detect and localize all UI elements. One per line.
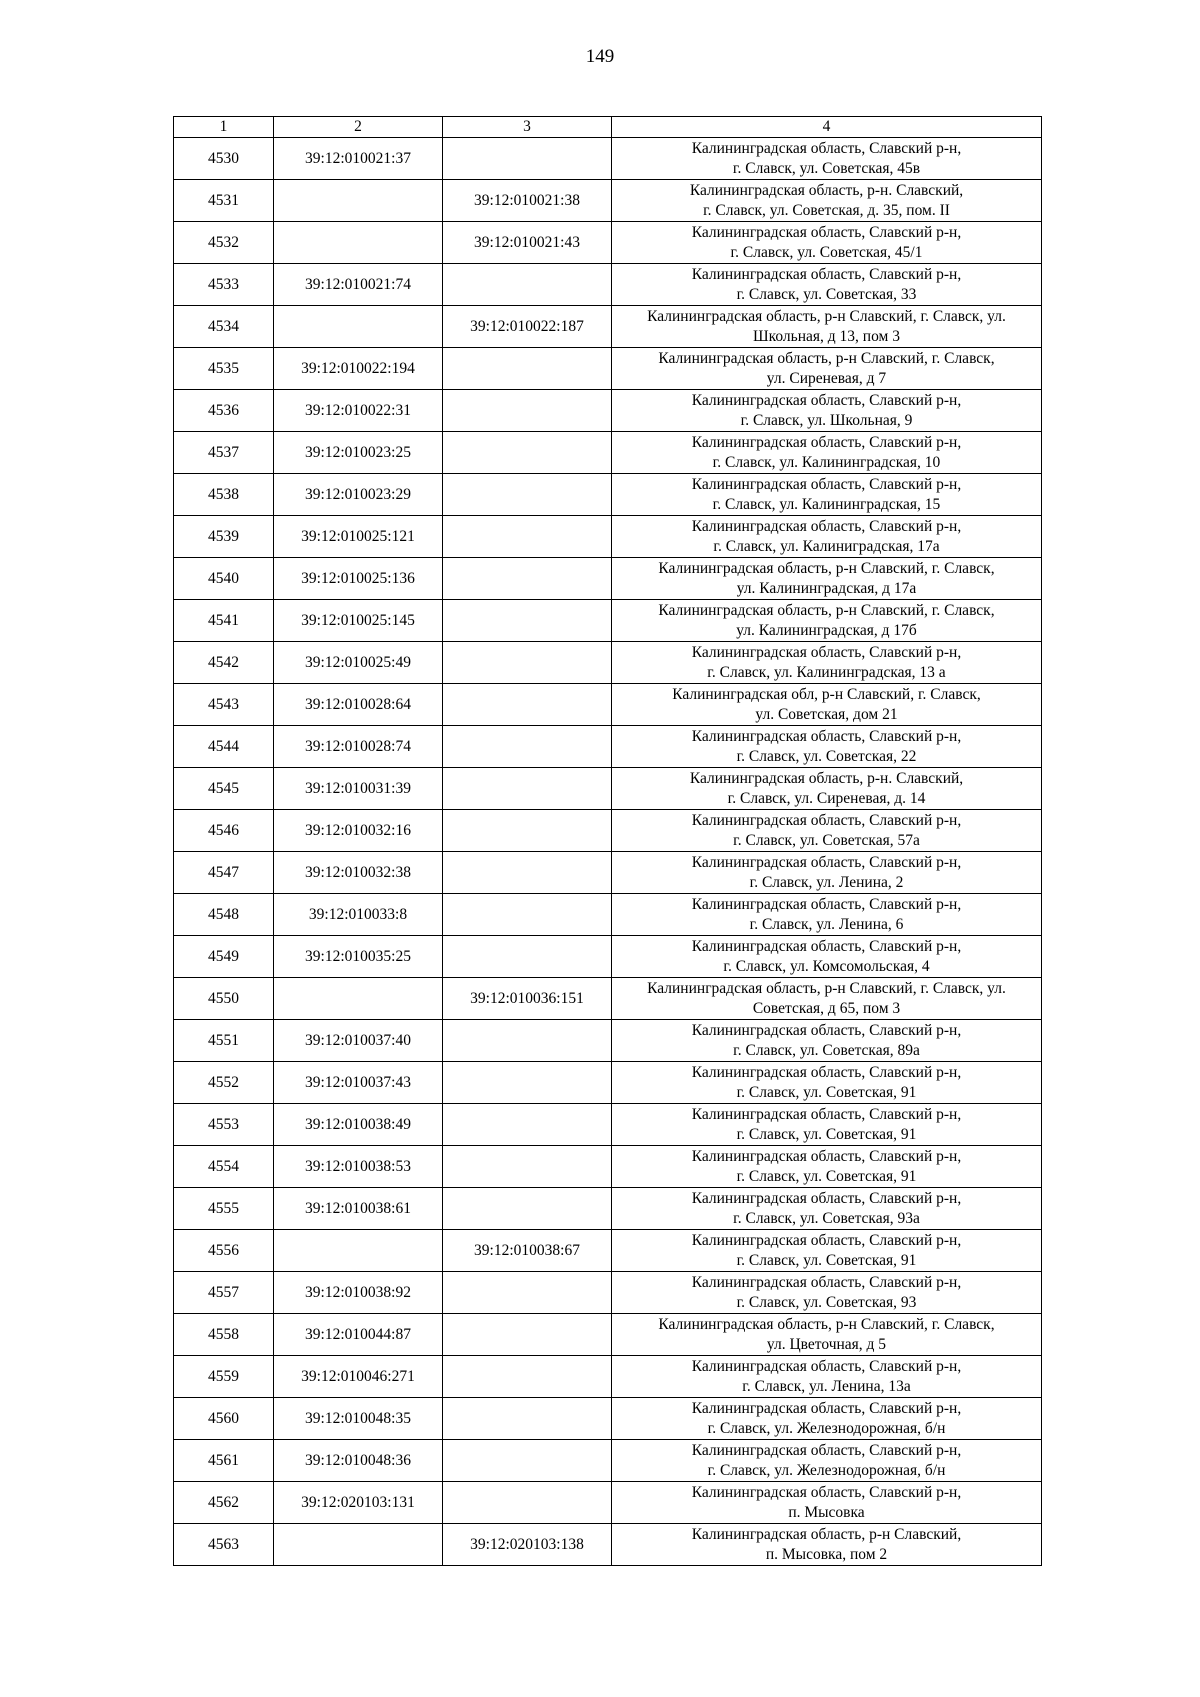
cadastral-number-cell: 39:12:010037:40 xyxy=(274,1020,443,1062)
address-line: Калининградская область, Славский р-н, xyxy=(691,139,962,157)
row-number-cell: 4559 xyxy=(174,1356,274,1398)
address-line: г. Славск, ул. Советская, 91 xyxy=(736,1083,917,1101)
address-cell xyxy=(612,516,1042,558)
address-cell xyxy=(612,1314,1042,1356)
address-line: Калининградская область, Славский р-н, xyxy=(691,811,962,829)
cadastral-number-cell: 39:12:010023:29 xyxy=(274,474,443,516)
address-line: Калининградская область, Славский р-н, xyxy=(691,643,962,661)
address-line: п. Мысовка, пом 2 xyxy=(765,1545,888,1563)
address-line: Калининградская область, р-н Славский, г. Славск, xyxy=(658,601,995,619)
cadastral-number-alt-cell xyxy=(443,1314,612,1356)
cadastral-number-alt-cell xyxy=(443,642,612,684)
address-line: г. Славск, ул. Советская, 93 xyxy=(736,1293,917,1311)
table-row xyxy=(174,264,1042,306)
cadastral-number-alt-cell xyxy=(443,1356,612,1398)
address-cell xyxy=(612,852,1042,894)
address-line: Калининградская область, Славский р-н, xyxy=(691,1063,962,1081)
table-row xyxy=(174,348,1042,390)
table-row xyxy=(174,474,1042,516)
address-cell xyxy=(612,936,1042,978)
address-line: Калининградская область, Славский р-н, xyxy=(691,475,962,493)
address-line: Калининградская область, р-н. Славский, xyxy=(689,181,964,199)
table-row xyxy=(174,978,1042,1020)
table-row xyxy=(174,1146,1042,1188)
address-line: Калининградская область, Славский р-н, xyxy=(691,1231,962,1249)
address-cell xyxy=(612,1062,1042,1104)
cadastral-number-cell xyxy=(274,1524,443,1566)
cadastral-number-cell: 39:12:010048:35 xyxy=(274,1398,443,1440)
cadastral-number-cell xyxy=(274,222,443,264)
address-line: Калининградская область, Славский р-н, xyxy=(691,433,962,451)
cadastral-number-cell: 39:12:010044:87 xyxy=(274,1314,443,1356)
table-row xyxy=(174,432,1042,474)
cadastral-number-cell xyxy=(274,306,443,348)
address-line: г. Славск, ул. Советская, 93а xyxy=(733,1209,920,1227)
address-line: г. Славск, ул. Советская, 22 xyxy=(736,747,917,765)
address-cell xyxy=(612,1188,1042,1230)
table-row xyxy=(174,1230,1042,1272)
cadastral-number-cell: 39:12:010032:16 xyxy=(274,810,443,852)
address-line: Калининградская область, Славский р-н, xyxy=(691,1147,962,1165)
table-row xyxy=(174,1482,1042,1524)
row-number-cell: 4539 xyxy=(174,516,274,558)
cadastral-number-cell xyxy=(274,978,443,1020)
row-number-cell: 4560 xyxy=(174,1398,274,1440)
cadastral-number-cell: 39:12:010046:271 xyxy=(274,1356,443,1398)
table-row xyxy=(174,1062,1042,1104)
cadastral-number-alt-cell xyxy=(443,516,612,558)
row-number-cell: 4552 xyxy=(174,1062,274,1104)
address-line: г. Славск, ул. Железнодорожная, б/н xyxy=(707,1461,946,1479)
property-table xyxy=(173,116,1042,1566)
cadastral-number-cell: 39:12:010025:121 xyxy=(274,516,443,558)
cadastral-number-alt-cell xyxy=(443,558,612,600)
address-line: ул. Сиреневая, д 7 xyxy=(766,369,887,387)
address-cell xyxy=(612,894,1042,936)
table-row xyxy=(174,1272,1042,1314)
row-number-cell: 4545 xyxy=(174,768,274,810)
cadastral-number-cell: 39:12:010038:53 xyxy=(274,1146,443,1188)
address-line: ул. Советская, дом 21 xyxy=(755,705,898,723)
address-line: Калининградская область, Славский р-н, xyxy=(691,1021,962,1039)
column-header-2: 2 xyxy=(274,117,443,138)
row-number-cell: 4556 xyxy=(174,1230,274,1272)
address-cell xyxy=(612,1146,1042,1188)
address-line: г. Славск, ул. Калининградская, 15 xyxy=(712,495,941,513)
address-line: Калининградская область, Славский р-н, xyxy=(691,391,962,409)
cadastral-number-alt-cell xyxy=(443,1104,612,1146)
row-number-cell: 4554 xyxy=(174,1146,274,1188)
table-row xyxy=(174,138,1042,180)
cadastral-number-alt-cell xyxy=(443,1398,612,1440)
address-line: г. Славск, ул. Калининградская, 13 а xyxy=(707,663,946,681)
cadastral-number-alt-cell: 39:12:010021:38 xyxy=(443,180,612,222)
address-line: Калининградская область, р-н Славский, г. Славск, xyxy=(658,349,995,367)
address-line: Калининградская область, Славский р-н, xyxy=(691,937,962,955)
table-row xyxy=(174,1398,1042,1440)
page-number: 149 xyxy=(585,46,615,67)
address-cell xyxy=(612,600,1042,642)
row-number-cell: 4557 xyxy=(174,1272,274,1314)
address-line: г. Славск, ул. Советская, 45в xyxy=(732,159,921,177)
address-cell xyxy=(612,978,1042,1020)
address-cell xyxy=(612,474,1042,516)
address-cell xyxy=(612,222,1042,264)
address-cell xyxy=(612,684,1042,726)
cadastral-number-cell: 39:12:020103:131 xyxy=(274,1482,443,1524)
address-line: ул. Цветочная, д 5 xyxy=(766,1335,887,1353)
table-header-row xyxy=(174,117,1042,138)
address-line: Калининградская область, Славский р-н, xyxy=(691,1105,962,1123)
cadastral-number-cell: 39:12:010022:31 xyxy=(274,390,443,432)
cadastral-number-cell: 39:12:010023:25 xyxy=(274,432,443,474)
row-number-cell: 4550 xyxy=(174,978,274,1020)
cadastral-number-alt-cell xyxy=(443,1272,612,1314)
row-number-cell: 4537 xyxy=(174,432,274,474)
table-row xyxy=(174,1314,1042,1356)
address-cell xyxy=(612,432,1042,474)
cadastral-number-alt-cell xyxy=(443,432,612,474)
cadastral-number-alt-cell: 39:12:010038:67 xyxy=(443,1230,612,1272)
row-number-cell: 4546 xyxy=(174,810,274,852)
table-row xyxy=(174,936,1042,978)
cadastral-number-cell: 39:12:010021:74 xyxy=(274,264,443,306)
address-line: Калининградская область, Славский р-н, xyxy=(691,853,962,871)
address-line: г. Славск, ул. Ленина, 13а xyxy=(742,1377,911,1395)
address-line: г. Славск, ул. Железнодорожная, б/н xyxy=(707,1419,946,1437)
address-line: Калининградская область, Славский р-н, xyxy=(691,223,962,241)
row-number-cell: 4534 xyxy=(174,306,274,348)
cadastral-number-alt-cell xyxy=(443,390,612,432)
cadastral-number-alt-cell xyxy=(443,348,612,390)
address-line: г. Славск, ул. Советская, 45/1 xyxy=(730,243,923,261)
row-number-cell: 4544 xyxy=(174,726,274,768)
cadastral-number-cell: 39:12:010025:145 xyxy=(274,600,443,642)
address-line: г. Славск, ул. Комсомольская, 4 xyxy=(723,957,930,975)
address-line: г. Славск, ул. Ленина, 6 xyxy=(749,915,904,933)
table-row xyxy=(174,684,1042,726)
cadastral-number-alt-cell xyxy=(443,1020,612,1062)
cadastral-number-alt-cell xyxy=(443,894,612,936)
row-number-cell: 4553 xyxy=(174,1104,274,1146)
address-cell xyxy=(612,306,1042,348)
table-row xyxy=(174,642,1042,684)
table-row xyxy=(174,1188,1042,1230)
row-number-cell: 4551 xyxy=(174,1020,274,1062)
address-line: Калининградская область, Славский р-н, xyxy=(691,1441,962,1459)
row-number-cell: 4530 xyxy=(174,138,274,180)
row-number-cell: 4558 xyxy=(174,1314,274,1356)
row-number-cell: 4531 xyxy=(174,180,274,222)
cadastral-number-cell: 39:12:010021:37 xyxy=(274,138,443,180)
address-line: Калининградская область, р-н. Славский, xyxy=(689,769,964,787)
table-row xyxy=(174,1440,1042,1482)
address-line: Калининградская область, Славский р-н, xyxy=(691,727,962,745)
cadastral-number-alt-cell xyxy=(443,684,612,726)
address-line: Калининградская область, Славский р-н, xyxy=(691,1483,962,1501)
address-line: п. Мысовка xyxy=(788,1503,865,1521)
address-cell xyxy=(612,1104,1042,1146)
cadastral-number-alt-cell xyxy=(443,810,612,852)
cadastral-number-alt-cell: 39:12:010036:151 xyxy=(443,978,612,1020)
cadastral-number-alt-cell xyxy=(443,264,612,306)
address-cell xyxy=(612,726,1042,768)
address-cell xyxy=(612,1440,1042,1482)
row-number-cell: 4540 xyxy=(174,558,274,600)
cadastral-number-alt-cell: 39:12:010022:187 xyxy=(443,306,612,348)
cadastral-number-cell: 39:12:010038:92 xyxy=(274,1272,443,1314)
cadastral-number-cell: 39:12:010025:49 xyxy=(274,642,443,684)
cadastral-number-cell: 39:12:010028:64 xyxy=(274,684,443,726)
cadastral-number-alt-cell xyxy=(443,1146,612,1188)
address-cell xyxy=(612,642,1042,684)
address-cell xyxy=(612,1356,1042,1398)
table-row xyxy=(174,306,1042,348)
address-line: г. Славск, ул. Советская, д. 35, пом. II xyxy=(703,201,950,219)
address-cell xyxy=(612,264,1042,306)
cadastral-number-alt-cell xyxy=(443,1188,612,1230)
table-row xyxy=(174,390,1042,432)
address-cell xyxy=(612,138,1042,180)
address-line: Советская, д 65, пом 3 xyxy=(752,999,901,1017)
cadastral-number-alt-cell xyxy=(443,138,612,180)
address-line: Калининградская область, р-н Славский, г. Славск, ул. xyxy=(647,307,1006,325)
address-line: г. Славск, ул. Калиниградская, 17а xyxy=(713,537,940,555)
row-number-cell: 4549 xyxy=(174,936,274,978)
cadastral-number-cell: 39:12:010022:194 xyxy=(274,348,443,390)
column-header-4: 4 xyxy=(612,117,1042,138)
address-line: Калининградская область, Славский р-н, xyxy=(691,265,962,283)
table-row xyxy=(174,558,1042,600)
cadastral-number-alt-cell xyxy=(443,768,612,810)
address-cell xyxy=(612,1230,1042,1272)
address-line: Калининградская область, р-н Славский, г. Славск, xyxy=(658,559,995,577)
address-line: Школьная, д 13, пом 3 xyxy=(753,327,900,345)
address-line: г. Славск, ул. Советская, 91 xyxy=(736,1167,917,1185)
table-row xyxy=(174,768,1042,810)
row-number-cell: 4561 xyxy=(174,1440,274,1482)
table-row xyxy=(174,1524,1042,1566)
cadastral-number-cell: 39:12:010031:39 xyxy=(274,768,443,810)
cadastral-number-alt-cell xyxy=(443,1482,612,1524)
cadastral-number-alt-cell xyxy=(443,726,612,768)
address-line: г. Славск, ул. Калининградская, 10 xyxy=(712,453,941,471)
row-number-cell: 4536 xyxy=(174,390,274,432)
address-cell xyxy=(612,558,1042,600)
address-line: Калининградская область, Славский р-н, xyxy=(691,1357,962,1375)
cadastral-number-cell: 39:12:010037:43 xyxy=(274,1062,443,1104)
address-line: ул. Калининградская, д 17а xyxy=(736,579,917,597)
row-number-cell: 4538 xyxy=(174,474,274,516)
table-row xyxy=(174,810,1042,852)
row-number-cell: 4547 xyxy=(174,852,274,894)
cadastral-number-cell: 39:12:010033:8 xyxy=(274,894,443,936)
cadastral-number-alt-cell xyxy=(443,1440,612,1482)
row-number-cell: 4555 xyxy=(174,1188,274,1230)
cadastral-number-alt-cell xyxy=(443,1062,612,1104)
address-cell xyxy=(612,768,1042,810)
cadastral-number-alt-cell xyxy=(443,852,612,894)
column-header-3: 3 xyxy=(443,117,612,138)
table-row xyxy=(174,1104,1042,1146)
address-cell xyxy=(612,390,1042,432)
address-line: Калининградская область, Славский р-н, xyxy=(691,895,962,913)
address-line: г. Славск, ул. Сиреневая, д. 14 xyxy=(727,789,926,807)
row-number-cell: 4563 xyxy=(174,1524,274,1566)
address-line: г. Славск, ул. Советская, 91 xyxy=(736,1125,917,1143)
address-line: ул. Калининградская, д 17б xyxy=(736,621,917,639)
cadastral-number-alt-cell xyxy=(443,600,612,642)
address-cell xyxy=(612,1272,1042,1314)
address-cell xyxy=(612,1524,1042,1566)
address-line: Калининградская область, Славский р-н, xyxy=(691,1273,962,1291)
row-number-cell: 4533 xyxy=(174,264,274,306)
address-line: г. Славск, ул. Школьная, 9 xyxy=(740,411,913,429)
address-cell xyxy=(612,1020,1042,1062)
table-row xyxy=(174,180,1042,222)
row-number-cell: 4541 xyxy=(174,600,274,642)
address-cell xyxy=(612,810,1042,852)
address-cell xyxy=(612,1482,1042,1524)
cadastral-number-cell: 39:12:010038:49 xyxy=(274,1104,443,1146)
address-line: Калининградская область, Славский р-н, xyxy=(691,1399,962,1417)
table-row xyxy=(174,894,1042,936)
cadastral-number-cell: 39:12:010028:74 xyxy=(274,726,443,768)
cadastral-number-alt-cell: 39:12:020103:138 xyxy=(443,1524,612,1566)
cadastral-number-alt-cell: 39:12:010021:43 xyxy=(443,222,612,264)
address-line: Калининградская обл, р-н Славский, г. Славск, xyxy=(672,685,981,703)
row-number-cell: 4543 xyxy=(174,684,274,726)
table-row xyxy=(174,516,1042,558)
table-row xyxy=(174,1356,1042,1398)
address-line: Калининградская область, р-н Славский, г. Славск, ул. xyxy=(647,979,1006,997)
cadastral-number-cell: 39:12:010025:136 xyxy=(274,558,443,600)
cadastral-number-cell: 39:12:010048:36 xyxy=(274,1440,443,1482)
row-number-cell: 4548 xyxy=(174,894,274,936)
address-cell xyxy=(612,1398,1042,1440)
cadastral-number-alt-cell xyxy=(443,474,612,516)
column-header-1: 1 xyxy=(174,117,274,138)
row-number-cell: 4535 xyxy=(174,348,274,390)
address-line: Калининградская область, р-н Славский, xyxy=(691,1525,962,1543)
address-cell xyxy=(612,348,1042,390)
cadastral-number-cell xyxy=(274,180,443,222)
address-line: Калининградская область, Славский р-н, xyxy=(691,1189,962,1207)
row-number-cell: 4542 xyxy=(174,642,274,684)
cadastral-number-cell: 39:12:010032:38 xyxy=(274,852,443,894)
address-line: Калининградская область, Славский р-н, xyxy=(691,517,962,535)
address-line: г. Славск, ул. Советская, 33 xyxy=(736,285,917,303)
address-line: Калининградская область, р-н Славский, г. Славск, xyxy=(658,1315,995,1333)
table-row xyxy=(174,852,1042,894)
cadastral-number-alt-cell xyxy=(443,936,612,978)
table-row xyxy=(174,1020,1042,1062)
address-line: г. Славск, ул. Советская, 89а xyxy=(733,1041,920,1059)
cadastral-number-cell xyxy=(274,1230,443,1272)
row-number-cell: 4532 xyxy=(174,222,274,264)
address-cell xyxy=(612,180,1042,222)
address-line: г. Славск, ул. Советская, 57а xyxy=(733,831,920,849)
row-number-cell: 4562 xyxy=(174,1482,274,1524)
address-line: г. Славск, ул. Советская, 91 xyxy=(736,1251,917,1269)
table-row xyxy=(174,726,1042,768)
cadastral-number-cell: 39:12:010035:25 xyxy=(274,936,443,978)
address-line: г. Славск, ул. Ленина, 2 xyxy=(749,873,904,891)
table-row xyxy=(174,222,1042,264)
table-row xyxy=(174,600,1042,642)
cadastral-number-cell: 39:12:010038:61 xyxy=(274,1188,443,1230)
